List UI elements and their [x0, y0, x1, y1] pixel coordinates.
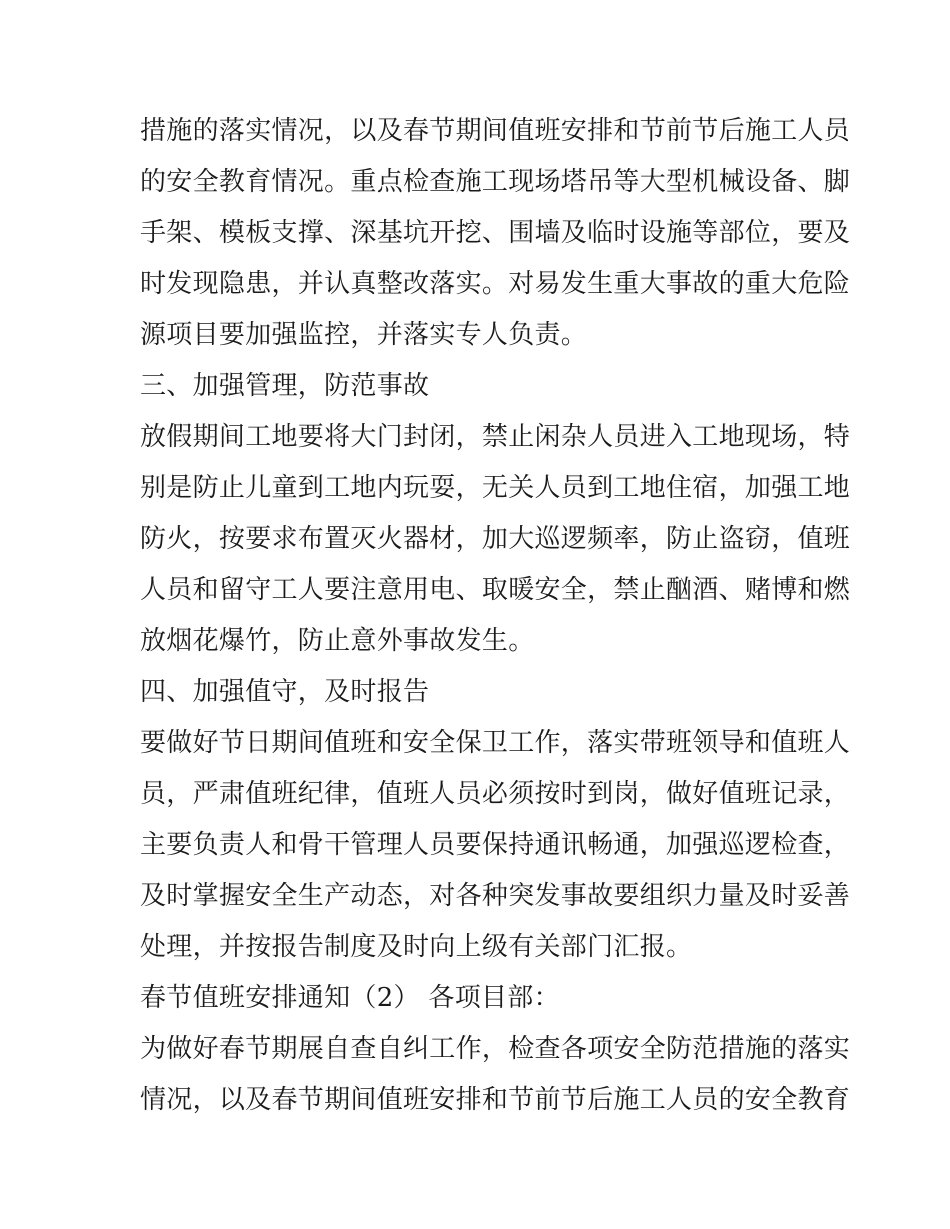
- text-line: 时发现隐患，并认真整改落实。对易发生重大事故的重大危险: [140, 269, 851, 299]
- text-line: 情况，以及春节期间值班安排和节前节后施工人员的安全教育: [140, 1085, 851, 1115]
- document-body: [140, 106, 851, 1126]
- text-line: 要做好节日期间值班和安全保卫工作，落实带班领导和值班人: [140, 728, 851, 758]
- text-line: 手架、模板支撑、深基坑开挖、围墙及临时设施等部位，要及: [140, 218, 851, 248]
- text-line: 防火，按要求布置灭火器材，加大巡逻频率，防止盗窃，值班: [140, 524, 851, 554]
- text-line: 放烟花爆竹，防止意外事故发生。: [140, 626, 535, 656]
- text-line: 的安全教育情况。重点检查施工现场塔吊等大型机械设备、脚: [140, 167, 851, 197]
- text-line: 员，严肃值班纪律，值班人员必须按时到岗，做好值班记录，: [140, 779, 851, 809]
- text-line: 源项目要加强监控，并落实专人负责。: [140, 320, 588, 350]
- text-line: 别是防止儿童到工地内玩耍，无关人员到工地住宿，加强工地: [140, 473, 851, 503]
- text-line: 措施的落实情况，以及春节期间值班安排和节前节后施工人员: [140, 116, 851, 146]
- text-line: 人员和留守工人要注意用电、取暖安全，禁止酗酒、赌博和燃: [140, 575, 851, 605]
- text-line: 放假期间工地要将大门封闭，禁止闲杂人员进入工地现场，特: [140, 422, 851, 452]
- text-line: 及时掌握安全生产动态，对各种突发事故要组织力量及时妥善: [140, 881, 851, 911]
- section-heading: 四、加强值守，及时报告: [140, 677, 430, 707]
- text-line: 为做好春节期展自查自纠工作，检查各项安全防范措施的落实: [140, 1034, 851, 1064]
- text-line: 处理，并按报告制度及时向上级有关部门汇报。: [140, 932, 693, 962]
- text-line: 主要负责人和骨干管理人员要保持通讯畅通，加强巡逻检查，: [140, 830, 851, 860]
- section-heading: 三、加强管理，防范事故: [140, 371, 430, 401]
- notice-title: 春节值班安排通知（2） 各项目部：: [140, 983, 560, 1013]
